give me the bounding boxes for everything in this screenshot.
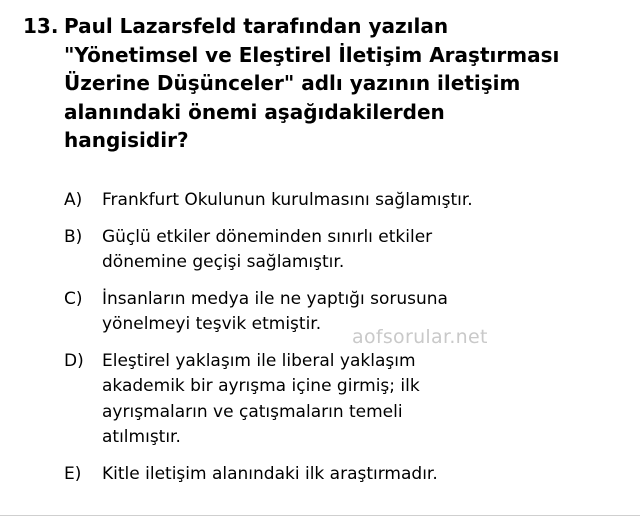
question-line: alanındaki önemi aşağıdakilerden xyxy=(64,99,445,124)
option-line: Eleştirel yaklaşım ile liberal yaklaşım xyxy=(102,350,416,371)
question-line: hangisidir? xyxy=(64,128,189,152)
question-line: Üzerine Düşünceler" adlı yazının iletişim xyxy=(64,71,521,95)
option-text xyxy=(102,349,620,451)
option-line: İnsanların medya ile ne yaptığı sorusuna xyxy=(102,288,448,309)
option-line: Güçlü etkiler döneminden sınırlı etkiler xyxy=(102,226,433,247)
question-text xyxy=(64,12,620,155)
option-letter: B) xyxy=(64,226,83,247)
option-e[interactable] xyxy=(64,462,620,488)
option-line: akademik bir ayrışma içine girmiş; ilk xyxy=(102,376,420,396)
question-block xyxy=(20,12,620,155)
option-text xyxy=(102,225,620,276)
option-letter: C) xyxy=(64,288,83,309)
option-letter: E) xyxy=(64,463,82,484)
option-line: Frankfurt Okulunun kurulmasını sağlamıştır. xyxy=(102,190,473,210)
center-watermark: aofsorular.net xyxy=(352,326,488,348)
option-line: ayrışmaların ve çatışmaların temeli xyxy=(102,401,403,422)
bottom-divider xyxy=(0,515,640,516)
options-list xyxy=(64,188,620,498)
option-c[interactable] xyxy=(64,287,620,338)
option-letter: D) xyxy=(64,350,84,371)
option-line: Kitle iletişim alanındaki ilk araştırmadır. xyxy=(102,463,438,484)
option-line: dönemine geçişi sağlamıştır. xyxy=(102,252,345,272)
option-text xyxy=(102,462,620,488)
question-line: Paul Lazarsfeld tarafından yazılan xyxy=(64,14,449,38)
option-line: yönelmeyi teşvik etmiştir. xyxy=(102,314,322,334)
option-text xyxy=(102,188,620,214)
question-number: 13. xyxy=(23,14,59,38)
question-line: "Yönetimsel ve Eleştirel İletişim Araştırması xyxy=(64,42,560,67)
option-letter: A) xyxy=(64,190,83,210)
question-row xyxy=(20,12,620,155)
option-d[interactable] xyxy=(64,349,620,451)
left-watermark xyxy=(0,496,2,520)
option-b[interactable] xyxy=(64,225,620,276)
option-a[interactable] xyxy=(64,188,620,214)
option-line: atılmıştır. xyxy=(102,427,181,447)
